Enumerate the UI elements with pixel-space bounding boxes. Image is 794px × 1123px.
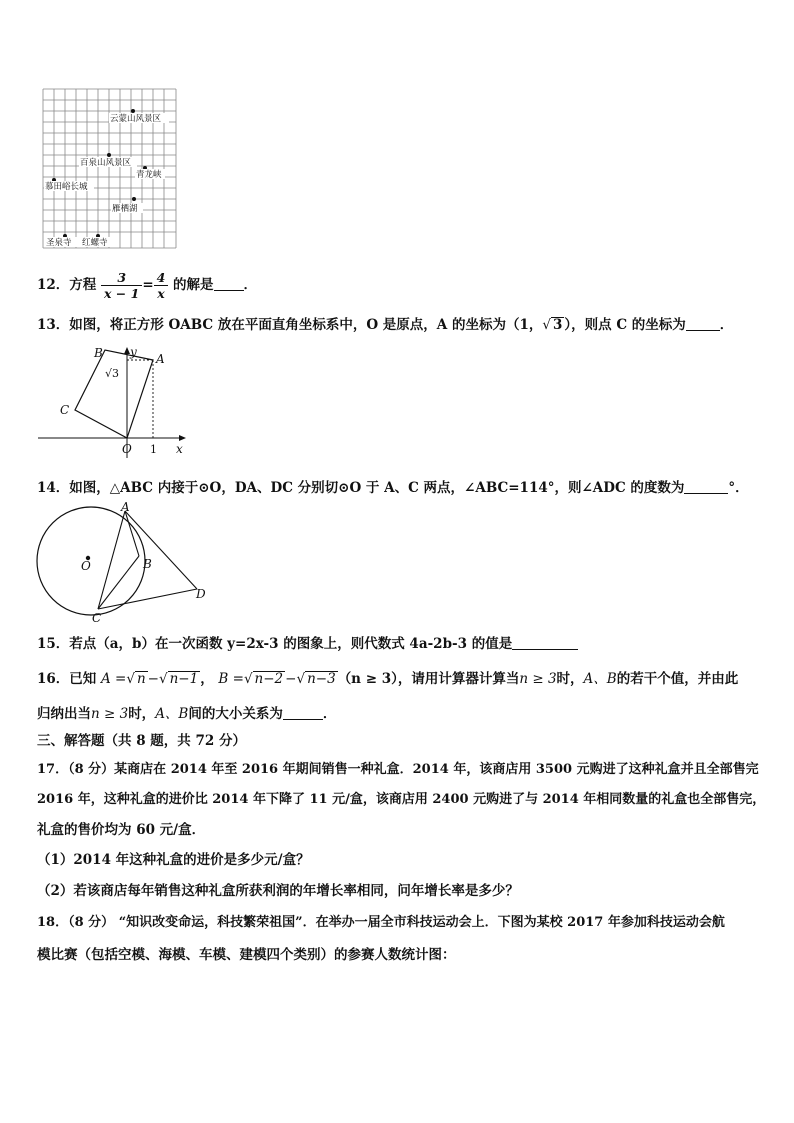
answer-blank (684, 479, 728, 494)
sqrt-3: 3 (552, 317, 563, 333)
map-label-baiquan: 百泉山风景区 (80, 158, 132, 168)
label-sqrt3: √3 (105, 367, 120, 380)
fraction-4-over-x: $\frac{4}{x}$ (154, 270, 169, 301)
section-heading: 三、解答题（共 8 题，共 72 分） (37, 733, 246, 749)
question-16-line1: 16．已知 A =√ n −√ n−1 ， B =√ n−2 −√ n−3 （n ≥ 3），请用计算器计算当n ≥ 3时，A、B的若干个值，并由此 (37, 671, 739, 687)
label-x: x (176, 442, 183, 456)
map-label-hongluo: 红螺寺 (82, 238, 108, 248)
label-D: D (196, 587, 206, 601)
map-dot-baiquan (107, 153, 111, 157)
square-coordinate-figure (36, 340, 196, 462)
label-one: 1 (150, 443, 157, 456)
circle-tangent-figure (34, 500, 214, 626)
question-16-line2: 归纳出当n ≥ 3时，A、B间的大小关系为 ． (37, 706, 337, 722)
answer-blank (283, 705, 323, 720)
question-17-line2: 2016 年，这种礼盒的进价比 2014 年下降了 11 元/盒，该商店用 2400 元购进了与 2014 年相同数量的礼盒也全部售完， (37, 792, 766, 807)
map-grid-figure (41, 88, 181, 250)
label-A: A (156, 352, 165, 366)
question-13: 13．如图，将正方形 OABC 放在平面直角坐标系中，O 是原点，A 的坐标为（1，√ 3 ），则点 C 的坐标为 ． (37, 317, 734, 333)
fraction-3-over-x-minus-1: $\frac{3}{x - 1}$ (101, 270, 142, 301)
map-dot-yanqi (132, 197, 136, 201)
square-OABC (75, 350, 153, 438)
answer-blank (512, 635, 578, 650)
answer-blank (686, 316, 720, 331)
map-dot-yunmeng (131, 109, 135, 113)
label-C: C (60, 403, 70, 417)
question-12: 12．方程 $\frac{3}{x - 1}$ = $\frac{4}{x}$ 的解是 ． (37, 270, 258, 301)
label-A: A (121, 500, 130, 514)
map-label-shengquan: 圣泉寺 (46, 238, 72, 248)
tangent-DA (125, 511, 197, 589)
answer-blank (214, 276, 244, 291)
question-17-line3: 礼盒的售价均为 60 元/盒． (37, 822, 206, 838)
map-label-yanqi: 雁栖湖 (112, 204, 138, 214)
label-C: C (92, 611, 102, 625)
question-18-line1: 18．（8 分） “知识改变命运，科技繁荣祖国”．在举办一届全市科技运动会上．下图为某校 2017 年参加科技运动会航 (37, 915, 725, 930)
label-B: B (143, 557, 152, 571)
question-17-sub1: （1）2014 年这种礼盒的进价是多少元/盒？ (37, 852, 310, 868)
question-17-sub2: （2）若该商店每年销售这种礼盒所获利润的年增长率相同，问年增长率是多少？ (37, 883, 519, 899)
question-18-line2: 模比赛（包括空模、海模、车模、建模四个类别）的参赛人数统计图： (37, 947, 456, 963)
label-y: y (130, 345, 137, 359)
x-axis-arrow (179, 435, 186, 441)
label-B: B (94, 346, 103, 360)
question-15: 15．若点（a，b）在一次函数 y=2x-3 的图象上，则代数式 4a-2b-3 的值是 (37, 635, 578, 653)
label-O: O (122, 442, 132, 456)
tangent-DC (98, 589, 197, 609)
question-14: 14．如图，△ABC 内接于⊙O，DA、DC 分别切⊙O 于 A、C 两点，∠ABC=114°，则∠ADC 的度数为 °． (37, 480, 749, 496)
question-17-line1: 17．（8 分）某商店在 2014 年至 2016 年期间销售一种礼盒．2014 年，该商店用 3500 元购进了这种礼盒并且全部售完 (37, 762, 759, 777)
map-label-yunmeng: 云蒙山风景区 (110, 114, 162, 124)
label-O: O (81, 559, 91, 573)
map-label-mutianyu: 慕田峪长城 (45, 182, 88, 192)
map-label-qinglong: 青龙峡 (136, 170, 162, 180)
